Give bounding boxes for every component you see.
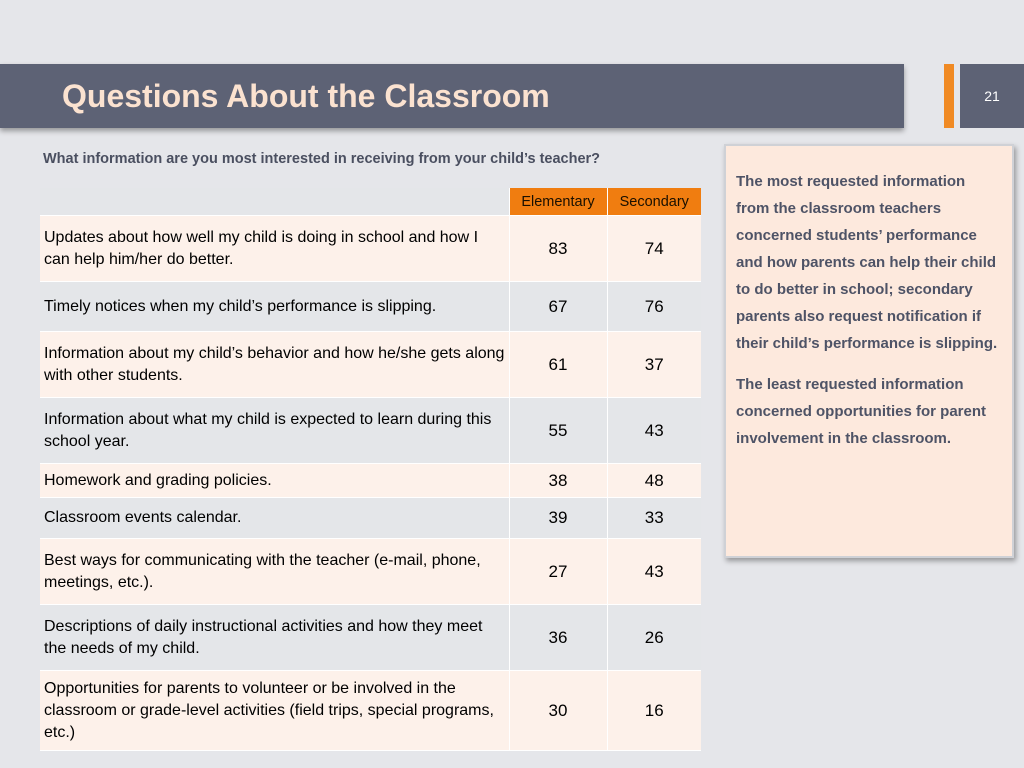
row-item-text: Descriptions of daily instructional activities and how they meet the needs of my child. <box>40 605 509 671</box>
row-elementary-value: 27 <box>509 539 607 605</box>
table-row <box>40 216 701 282</box>
row-elementary-value: 83 <box>509 216 607 282</box>
header-elementary: Elementary <box>509 188 607 216</box>
row-elementary-value: 55 <box>509 398 607 464</box>
row-secondary-value: 76 <box>607 282 701 332</box>
row-item-text: Best ways for communicating with the teacher (e-mail, phone, meetings, etc.). <box>40 539 509 605</box>
row-item-text: Updates about how well my child is doing in school and how I can help him/her do better. <box>40 216 509 282</box>
table-row <box>40 332 701 398</box>
row-secondary-value: 43 <box>607 398 701 464</box>
table-row <box>40 605 701 671</box>
page-number: 21 <box>984 88 1000 104</box>
accent-bar <box>944 64 954 128</box>
row-item-text: Information about my child’s behavior and how he/she gets along with other students. <box>40 332 509 398</box>
summary-paragraph-least-requested: The least requested information concerned opportunities for parent involvement in the classroom. <box>736 376 987 447</box>
survey-question: What information are you most interested in receiving from your child’s teacher? <box>43 151 601 167</box>
table-row <box>40 398 701 464</box>
summary-panel <box>724 144 1014 558</box>
header-item-column <box>40 188 509 216</box>
header-secondary: Secondary <box>607 188 701 216</box>
table-row <box>40 282 701 332</box>
row-secondary-value: 37 <box>607 332 701 398</box>
row-elementary-value: 61 <box>509 332 607 398</box>
row-item-text: Timely notices when my child’s performance is slipping. <box>40 282 509 332</box>
slide-title: Questions About the Classroom <box>62 78 550 114</box>
table-row <box>40 464 701 498</box>
page-number-box <box>960 64 1024 128</box>
table-header-row <box>40 188 701 216</box>
row-secondary-value: 48 <box>607 464 701 498</box>
table-row <box>40 671 701 751</box>
row-secondary-value: 43 <box>607 539 701 605</box>
row-elementary-value: 39 <box>509 498 607 539</box>
row-secondary-value: 16 <box>607 671 701 751</box>
row-elementary-value: 36 <box>509 605 607 671</box>
row-secondary-value: 33 <box>607 498 701 539</box>
table-row <box>40 498 701 539</box>
table-row <box>40 539 701 605</box>
row-elementary-value: 38 <box>509 464 607 498</box>
title-bar <box>0 64 904 128</box>
row-secondary-value: 74 <box>607 216 701 282</box>
row-elementary-value: 67 <box>509 282 607 332</box>
row-item-text: Opportunities for parents to volunteer or be involved in the classroom or grade-level activities (field trips, special programs, etc.) <box>40 671 509 751</box>
row-item-text: Classroom events calendar. <box>40 498 509 539</box>
row-elementary-value: 30 <box>509 671 607 751</box>
row-item-text: Information about what my child is expected to learn during this school year. <box>40 398 509 464</box>
row-item-text: Homework and grading policies. <box>40 464 509 498</box>
summary-paragraph-most-requested: The most requested information from the classroom teachers concerned students’ performance and how parents can help their child to do better in school; secondary parents also request notification if their child’s performance is slipping. <box>736 173 998 352</box>
row-secondary-value: 26 <box>607 605 701 671</box>
survey-table <box>40 188 701 751</box>
